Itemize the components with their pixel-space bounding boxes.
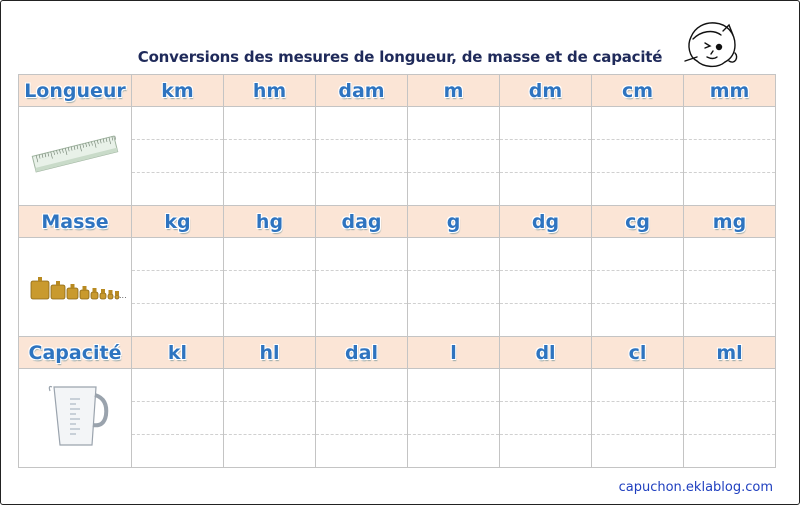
answer-cell[interactable]	[408, 107, 500, 140]
table-row	[19, 435, 776, 468]
answer-cell[interactable]	[316, 435, 408, 468]
unit-header: dm	[500, 75, 592, 107]
answer-cell[interactable]	[684, 369, 776, 402]
answer-cell[interactable]	[316, 271, 408, 304]
answer-cell[interactable]	[500, 402, 592, 435]
section-label: Longueur	[19, 75, 132, 107]
answer-cell[interactable]	[224, 107, 316, 140]
answer-cell[interactable]	[316, 107, 408, 140]
answer-cell[interactable]	[408, 271, 500, 304]
answer-cell[interactable]	[408, 140, 500, 173]
answer-cell[interactable]	[408, 369, 500, 402]
svg-text:...: ...	[119, 290, 127, 300]
measuring-jug-icon	[19, 369, 132, 468]
answer-cell[interactable]	[684, 173, 776, 206]
answer-cell[interactable]	[224, 271, 316, 304]
answer-cell[interactable]	[132, 304, 224, 337]
answer-cell[interactable]	[592, 238, 684, 271]
unit-header: km	[132, 75, 224, 107]
unit-header: cg	[592, 206, 684, 238]
conversion-table	[18, 74, 775, 479]
answer-cell[interactable]	[224, 140, 316, 173]
answer-cell[interactable]	[408, 304, 500, 337]
unit-header: ml	[684, 337, 776, 369]
table-row	[19, 304, 776, 337]
answer-cell[interactable]	[592, 271, 684, 304]
answer-cell[interactable]	[500, 271, 592, 304]
answer-cell[interactable]	[592, 107, 684, 140]
section-label: Capacité	[19, 337, 132, 369]
section-header-row	[19, 206, 776, 238]
answer-cell[interactable]	[500, 435, 592, 468]
answer-cell[interactable]	[316, 173, 408, 206]
answer-cell[interactable]	[684, 435, 776, 468]
answer-cell[interactable]	[684, 402, 776, 435]
unit-header: mg	[684, 206, 776, 238]
unit-header: hg	[224, 206, 316, 238]
mascot-drawing-icon	[683, 17, 743, 75]
answer-cell[interactable]	[132, 238, 224, 271]
answer-cell[interactable]	[500, 369, 592, 402]
answer-cell[interactable]	[408, 435, 500, 468]
answer-cell[interactable]	[132, 173, 224, 206]
answer-cell[interactable]	[500, 238, 592, 271]
unit-header: kg	[132, 206, 224, 238]
answer-cell[interactable]	[500, 173, 592, 206]
answer-cell[interactable]	[224, 435, 316, 468]
unit-header: kl	[132, 337, 224, 369]
section-label: Masse	[19, 206, 132, 238]
unit-header: dl	[500, 337, 592, 369]
answer-cell[interactable]	[224, 304, 316, 337]
answer-cell[interactable]	[316, 369, 408, 402]
answer-cell[interactable]	[132, 271, 224, 304]
answer-cell[interactable]	[592, 435, 684, 468]
unit-header: dam	[316, 75, 408, 107]
table-row	[19, 238, 776, 271]
table-row	[19, 107, 776, 140]
unit-header: m	[408, 75, 500, 107]
answer-cell[interactable]	[132, 107, 224, 140]
answer-cell[interactable]	[500, 140, 592, 173]
answer-cell[interactable]	[684, 271, 776, 304]
answer-cell[interactable]	[316, 140, 408, 173]
unit-header: l	[408, 337, 500, 369]
answer-cell[interactable]	[224, 173, 316, 206]
table-row	[19, 369, 776, 402]
answer-cell[interactable]	[592, 140, 684, 173]
section-header-row	[19, 337, 776, 369]
answer-cell[interactable]	[224, 402, 316, 435]
answer-cell[interactable]	[500, 304, 592, 337]
answer-cell[interactable]	[592, 402, 684, 435]
answer-cell[interactable]	[592, 369, 684, 402]
answer-cell[interactable]	[684, 140, 776, 173]
unit-header: mm	[684, 75, 776, 107]
table-row	[19, 173, 776, 206]
answer-cell[interactable]	[224, 369, 316, 402]
page-title: Conversions des mesures de longueur, de masse et de capacité	[137, 48, 663, 66]
answer-cell[interactable]	[132, 435, 224, 468]
ruler-icon	[19, 107, 132, 206]
answer-cell[interactable]	[132, 369, 224, 402]
answer-cell[interactable]	[132, 140, 224, 173]
unit-header: hm	[224, 75, 316, 107]
table-row	[19, 271, 776, 304]
answer-cell[interactable]	[132, 402, 224, 435]
weights-icon	[19, 238, 132, 337]
answer-cell[interactable]	[684, 304, 776, 337]
unit-header: dag	[316, 206, 408, 238]
unit-header: g	[408, 206, 500, 238]
answer-cell[interactable]	[684, 238, 776, 271]
answer-cell[interactable]	[224, 238, 316, 271]
answer-cell[interactable]	[316, 402, 408, 435]
answer-cell[interactable]	[316, 304, 408, 337]
footer-site-link: capuchon.eklablog.com	[618, 480, 773, 495]
unit-header: dg	[500, 206, 592, 238]
answer-cell[interactable]	[408, 238, 500, 271]
answer-cell[interactable]	[316, 238, 408, 271]
answer-cell[interactable]	[684, 107, 776, 140]
section-header-row	[19, 75, 776, 107]
answer-cell[interactable]	[408, 173, 500, 206]
answer-cell[interactable]	[592, 173, 684, 206]
table-row	[19, 140, 776, 173]
answer-cell[interactable]	[408, 402, 500, 435]
answer-cell[interactable]	[500, 107, 592, 140]
unit-header: cm	[592, 75, 684, 107]
unit-header: hl	[224, 337, 316, 369]
table-row	[19, 402, 776, 435]
answer-cell[interactable]	[592, 304, 684, 337]
unit-header: dal	[316, 337, 408, 369]
unit-header: cl	[592, 337, 684, 369]
